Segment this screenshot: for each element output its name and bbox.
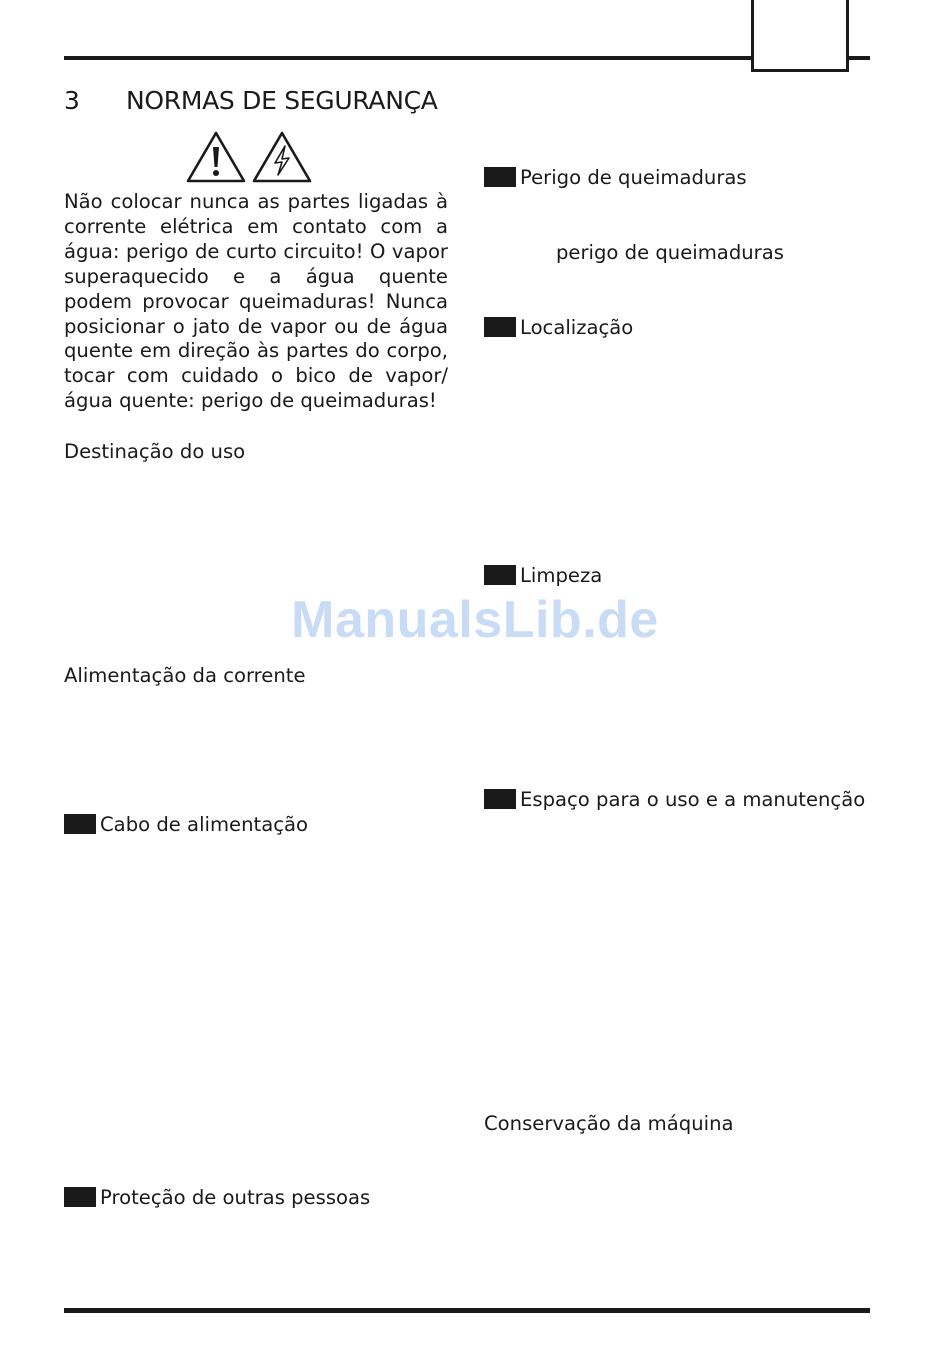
section-title: NORMAS DE SEGURANÇA <box>126 86 438 115</box>
perigo-de-queimaduras-text: perigo de queimaduras <box>556 241 784 264</box>
heading-text: Perigo de queimaduras <box>520 166 747 189</box>
heading-text: Espaço para o uso e a manutenção <box>520 788 866 811</box>
heading-text: Proteção de outras pessoas <box>100 1186 371 1209</box>
section-marker <box>484 167 516 187</box>
heading-perigo-de-queimaduras <box>484 166 747 190</box>
heading-localizacao <box>484 316 633 340</box>
top-rule <box>64 56 870 60</box>
warning-exclamation-icon <box>188 133 244 181</box>
heading-alimentacao-da-corrente: Alimentação da corrente <box>64 664 306 687</box>
heading-text: Limpeza <box>520 564 603 587</box>
heading-text: Localização <box>520 316 634 339</box>
safety-intro-paragraph: Não colocar nunca as partes ligadas à corrente elétrica em contato com a água: perigo de curto circuito! O vapor superaquecido e a água quente podem provocar queimaduras! Nunca posicionar o jato de vapor ou de água quente em direção às partes do corpo, tocar com cuidado o bico de vapor/água quente: perigo de queimaduras! <box>64 190 448 413</box>
section-marker <box>64 1187 96 1207</box>
section-marker <box>484 565 516 585</box>
electric-shock-warning-icon <box>254 133 310 181</box>
bottom-rule <box>64 1308 870 1313</box>
section-number: 3 <box>64 86 80 115</box>
section-marker <box>64 814 96 834</box>
heading-text: Cabo de alimentação <box>100 813 308 836</box>
heading-espaco-uso-manutencao <box>484 788 865 812</box>
heading-cabo-de-alimentacao <box>64 813 308 837</box>
heading-limpeza <box>484 564 602 588</box>
section-marker <box>484 789 516 809</box>
watermark: ManualsLib.de <box>291 591 659 649</box>
page-tab-box <box>751 0 849 72</box>
heading-destinacao-do-uso: Destinação do uso <box>64 440 246 463</box>
section-marker <box>484 317 516 337</box>
warning-icons <box>186 130 316 184</box>
heading-conservacao-da-maquina: Conservação da máquina <box>484 1112 734 1135</box>
heading-protecao-de-outras-pessoas <box>64 1186 370 1210</box>
